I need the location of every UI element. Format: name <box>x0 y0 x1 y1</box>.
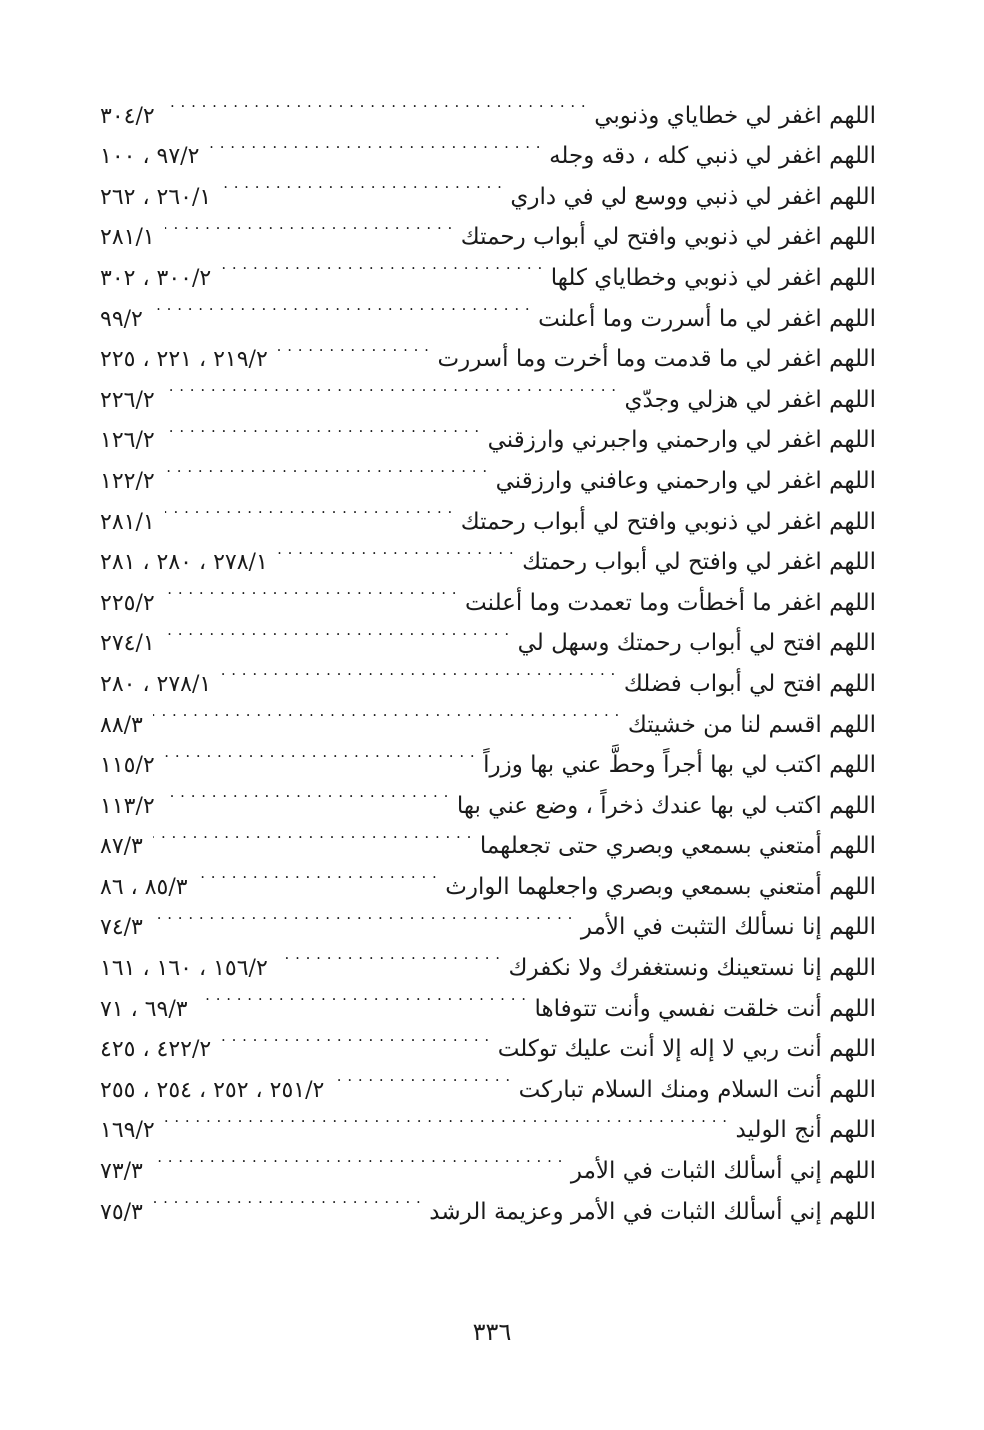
leader-dots <box>165 569 457 610</box>
leader-dots <box>153 285 530 326</box>
leader-dots <box>153 894 573 935</box>
entry-text: اللهم اغفر لي ذنوبي وافتح لي أبواب رحمتك <box>460 508 876 535</box>
leader-dots <box>198 975 527 1016</box>
leader-dots <box>153 813 472 854</box>
entry-reference: ١٦٩/٢ <box>100 1118 155 1144</box>
entry-reference: ٣٠٤/٢ <box>100 103 155 129</box>
leader-dots <box>165 407 480 448</box>
entry-reference: ١٢٦/٢ <box>100 428 155 454</box>
entry-text: اللهم افتح لي أبواب رحمتك وسهل لي <box>517 630 876 657</box>
leader-dots <box>165 366 617 407</box>
leader-dots <box>221 244 542 285</box>
index-entry <box>100 82 876 129</box>
entry-reference: ٣٠٠/٢ ، ٣٠٢ <box>100 265 212 291</box>
entry-text: اللهم إنا نسألك التثبت في الأمر <box>580 914 876 941</box>
entry-text: اللهم اكتب لي بها عندك ذخراً ، وضع عني بها <box>456 792 876 819</box>
entry-text: اللهم اغفر لي هزلي وجدّي <box>624 386 876 413</box>
entry-text: اللهم اغفر لي ذنبي كله ، دقه وجله <box>549 143 876 170</box>
entry-reference: ١١٥/٢ <box>100 753 155 779</box>
entry-reference: ٧٤/٣ <box>100 915 143 941</box>
entry-text: اللهم افتح لي أبواب فضلك <box>623 670 876 697</box>
entry-text: اللهم اقسم لنا من خشيتك <box>627 711 876 738</box>
entry-reference: ٧٥/٣ <box>100 1199 143 1225</box>
entry-text: اللهم اغفر لي وارحمني وعافني وارزقني <box>495 467 876 494</box>
entry-reference: ٧٣/٣ <box>100 1159 143 1185</box>
entry-text: اللهم اغفر لي ذنوبي وخطاياي كلها <box>550 264 876 291</box>
entry-reference: ٢٥١/٢ ، ٢٥٢ ، ٢٥٤ ، ٢٥٥ <box>100 1077 325 1103</box>
entry-reference: ٢٧٨/١ ، ٢٨٠ <box>100 671 212 697</box>
entry-text: اللهم أمتعني بسمعي وبصري واجعلهما الوارث <box>445 873 876 900</box>
entry-reference: ٢١٩/٢ ، ٢٢١ ، ٢٢٥ <box>100 347 268 373</box>
entry-reference: ٩٩/٢ <box>100 306 143 332</box>
entry-reference: ٢٦٠/١ ، ٢٦٢ <box>100 184 212 210</box>
entry-reference: ٢٨١/١ <box>100 509 155 535</box>
leader-dots <box>334 1056 510 1097</box>
entry-text: اللهم اغفر لي ذنبي ووسع لي في داري <box>510 183 876 210</box>
leader-dots <box>153 1178 421 1219</box>
entry-text: اللهم أنت السلام ومنك السلام تباركت <box>518 1076 876 1103</box>
entry-reference: ١٢٢/٢ <box>100 468 155 494</box>
entry-text: اللهم اغفر لي ما أسررت وما أعلنت <box>538 305 876 332</box>
entry-text: اللهم اكتب لي بها أجراً وحطَّ عني بها وزراً <box>483 752 876 779</box>
entry-reference: ٨٥/٣ ، ٨٦ <box>100 874 188 900</box>
entry-text: اللهم إني أسألك الثبات في الأمر <box>570 1158 876 1185</box>
entry-text: اللهم أنت خلقت نفسي وأنت تتوفاها <box>534 995 876 1022</box>
leader-dots <box>198 853 438 894</box>
entry-reference: ١٥٦/٢ ، ١٦٠ ، ١٦١ <box>100 956 268 982</box>
leader-dots <box>165 1097 728 1138</box>
leader-dots <box>165 488 453 529</box>
leader-dots <box>221 650 616 691</box>
entry-reference: ٢٢٦/٢ <box>100 387 155 413</box>
leader-dots <box>153 1137 563 1178</box>
leader-dots <box>278 529 514 570</box>
entry-text: اللهم إنا نستعينك ونستغفرك ولا نكفرك <box>508 955 876 982</box>
leader-dots <box>165 772 449 813</box>
leader-dots <box>165 204 453 245</box>
index-list <box>100 82 876 1225</box>
entry-reference: ٢٧٤/١ <box>100 631 155 657</box>
entry-text: اللهم إني أسألك الثبات في الأمر وعزيمة الرشد <box>429 1198 876 1225</box>
leader-dots <box>153 691 620 732</box>
page-number: ٣٣٦ <box>472 1318 512 1346</box>
entry-text: اللهم اغفر لي ذنوبي وافتح لي أبواب رحمتك <box>460 224 876 251</box>
leader-dots <box>165 447 488 488</box>
entry-reference: ٢٢٥/٢ <box>100 590 155 616</box>
entry-reference: ٩٧/٢ ، ١٠٠ <box>100 144 200 170</box>
leader-dots <box>221 163 502 204</box>
entry-text: اللهم اغفر لي ما قدمت وما أخرت وما أسررت <box>437 346 876 373</box>
entry-reference: ٦٩/٣ ، ٧١ <box>100 996 188 1022</box>
entry-reference: ٢٧٨/١ ، ٢٨٠ ، ٢٨١ <box>100 550 268 576</box>
entry-text: اللهم اغفر لي وارحمني واجبرني وارزقني <box>487 427 876 454</box>
leader-dots <box>278 934 501 975</box>
entry-reference: ٢٨١/١ <box>100 225 155 251</box>
entry-reference: ٤٢٢/٢ ، ٤٢٥ <box>100 1037 212 1063</box>
leader-dots <box>278 326 430 367</box>
entry-text: اللهم اغفر لي خطاياي وذنوبي <box>594 102 876 129</box>
leader-dots <box>209 123 541 164</box>
entry-reference: ٨٧/٣ <box>100 834 143 860</box>
entry-text: اللهم أمتعني بسمعي وبصري حتى تجعلهما <box>479 833 876 860</box>
entry-reference: ٨٨/٣ <box>100 712 143 738</box>
leader-dots <box>221 1016 489 1057</box>
leader-dots <box>165 82 587 123</box>
leader-dots <box>165 610 510 651</box>
entry-reference: ١١٣/٢ <box>100 793 155 819</box>
entry-text: اللهم أنت ربي لا إله إلا أنت عليك توكلت <box>497 1036 876 1063</box>
entry-text: اللهم اغفر لي وافتح لي أبواب رحمتك <box>522 549 876 576</box>
entry-text: اللهم اغفر ما أخطأت وما تعمدت وما أعلنت <box>465 589 876 616</box>
entry-text: اللهم أنج الوليد <box>735 1117 876 1144</box>
leader-dots <box>165 732 475 773</box>
